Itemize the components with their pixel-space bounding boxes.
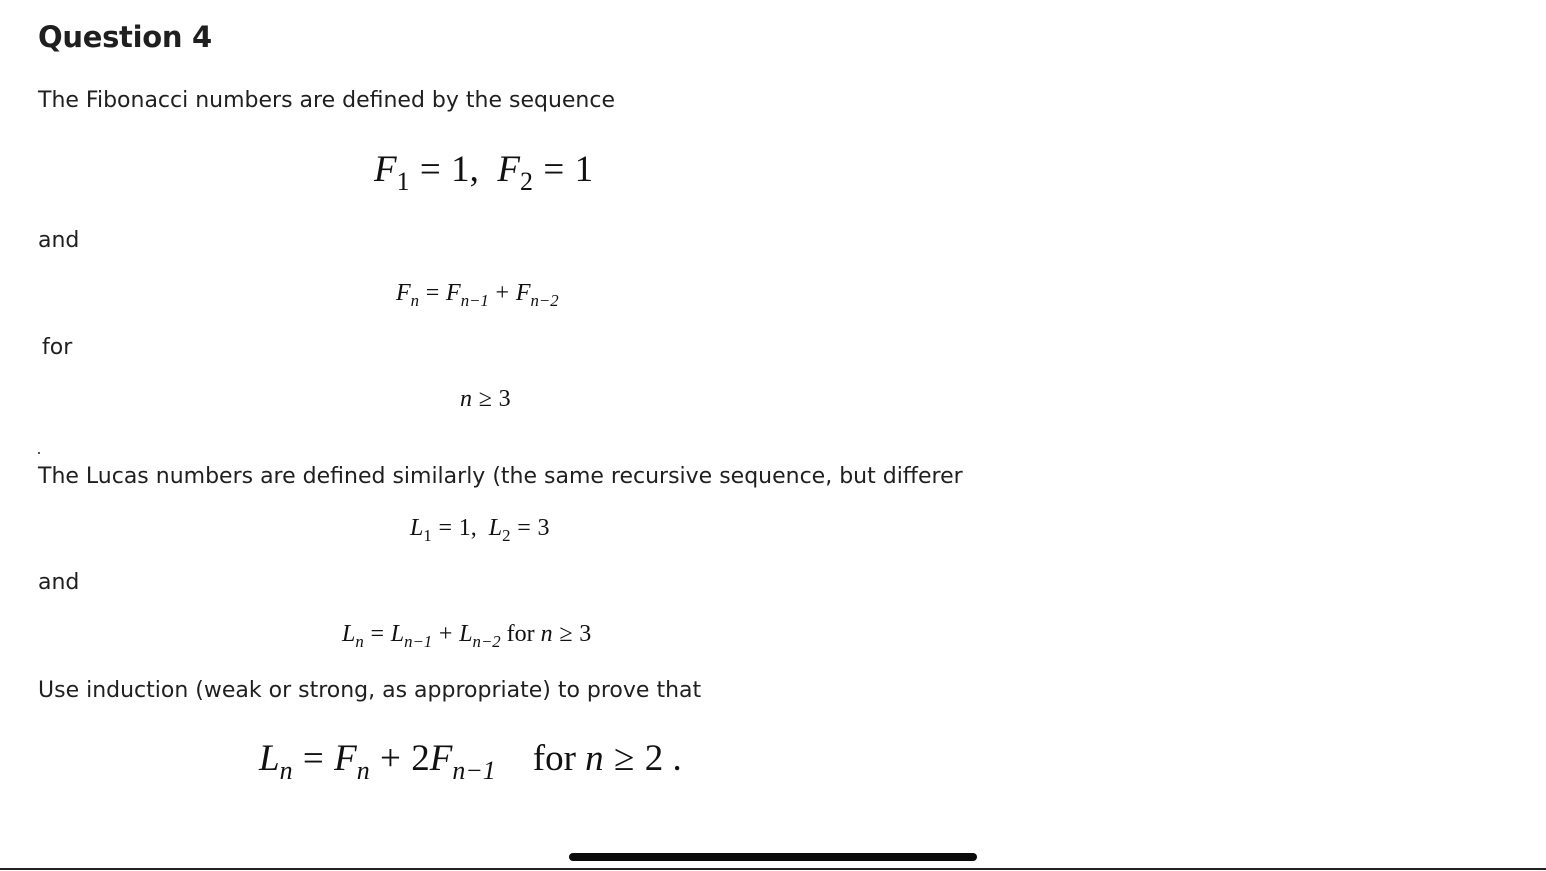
fibonacci-condition: n ≥ 3 xyxy=(460,386,511,412)
prove-instruction-text: Use induction (weak or strong, as appropriate) to prove that xyxy=(38,678,702,703)
lucas-intro-text: The Lucas numbers are defined similarly (the same recursive sequence, but differer xyxy=(38,464,963,489)
stray-dot xyxy=(38,452,40,454)
and-label-1: and xyxy=(38,228,80,253)
bottom-border xyxy=(0,868,1546,870)
and-label-2: and xyxy=(38,570,80,595)
claim-equation: $L_n = F_n + 2F_{n-1}$ for n ≥ 2 . xyxy=(259,738,682,786)
fibonacci-recurrence-equation: $F_n = F_{n-1} + F_{n-2}$ xyxy=(396,280,559,310)
home-indicator-bar[interactable] xyxy=(569,853,977,861)
fibonacci-initial-equation: $F_1 = 1$, $F_2 = 1$ xyxy=(374,149,594,197)
for-label: for xyxy=(42,335,73,360)
fibonacci-intro-text: The Fibonacci numbers are defined by the sequence xyxy=(38,88,615,113)
lucas-initial-equation: $L_1 = 1$, $L_2 = 3$ xyxy=(410,515,550,545)
lucas-recurrence-equation: $L_n = L_{n-1} + L_{n-2}$ for n ≥ 3 xyxy=(342,621,592,651)
question-title: Question 4 xyxy=(38,20,212,54)
